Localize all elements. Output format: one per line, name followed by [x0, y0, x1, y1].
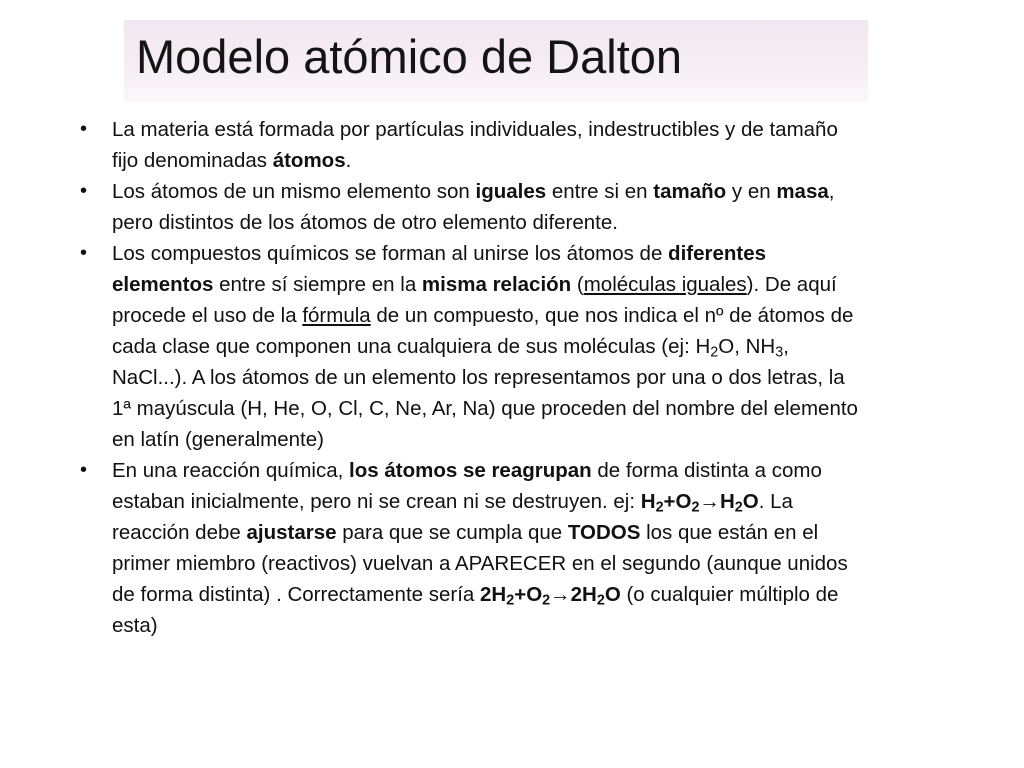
chemical-equation [640, 490, 759, 516]
bullet-marker: • [80, 180, 88, 202]
text-span: y en [726, 180, 777, 203]
bold-text: masa [776, 180, 829, 203]
subscript: 2 [596, 592, 605, 609]
text-span: entre sí siempre en la [213, 273, 422, 296]
bullet-marker: • [80, 118, 88, 140]
subscript: 2 [506, 592, 515, 609]
balanced-equation [480, 583, 621, 609]
bullet-item-4 [80, 455, 860, 641]
subscript: 2 [734, 499, 743, 516]
slide-title: Modelo atómico de Dalton [136, 30, 683, 83]
text-span: Los átomos de un mismo elemento son [112, 180, 476, 203]
text-span: ). De aquí procede el uso de la [112, 273, 837, 327]
bold-text: misma relación [421, 273, 572, 296]
text-span: En una reacción química, [112, 459, 350, 482]
bold-text: ajustarse [246, 521, 337, 544]
underlined-text: fórmula [302, 304, 371, 327]
bullet-item-3 [80, 238, 860, 455]
formula-part: +O [663, 490, 692, 513]
bold-text: diferentes elementos [112, 242, 767, 296]
bullet-marker: • [80, 242, 88, 264]
text-span: ( [571, 273, 584, 296]
bullet-item-2 [80, 176, 860, 238]
subscript: 2 [710, 344, 719, 361]
text-span: entre si en [546, 180, 654, 203]
text-span: . [345, 149, 352, 172]
formula-part: O [742, 490, 759, 513]
formula-part: O [604, 583, 621, 606]
text-span: de un compuesto, que nos indica el nº de átomos de cada clase que componen una cualquiera de sus moléculas (ej: H [112, 304, 854, 358]
formula-part: +O [514, 583, 543, 606]
bold-text: iguales [475, 180, 547, 203]
text-span: O, NH [718, 335, 776, 358]
bold-text: átomos [272, 149, 346, 172]
text-span: . La reacción debe [112, 490, 793, 544]
bold-text: los átomos se reagrupan [349, 459, 592, 482]
subscript: 2 [542, 592, 551, 609]
text-span: Los compuestos químicos se forman al unirse los átomos de [112, 242, 669, 265]
subscript: 2 [655, 499, 664, 516]
text-span: La materia está formada por partículas individuales, indestructibles y de tamaño fijo denominadas [112, 118, 838, 172]
text-span: (o cualquier múltiplo de esta) [112, 583, 839, 637]
subscript: 3 [775, 344, 784, 361]
bold-text: tamaño [653, 180, 727, 203]
text-span: para que se cumpla que [336, 521, 568, 544]
text-span: de forma distinta a como estaban inicialmente, pero ni se crean ni se destruyen. ej: [112, 459, 822, 513]
bullet-item-1 [80, 114, 860, 176]
bullet-list [80, 114, 860, 641]
bold-text: TODOS [567, 521, 641, 544]
bullet-marker: • [80, 459, 88, 481]
text-span: , pero distintos de los átomos de otro elemento diferente. [112, 180, 835, 234]
formula-part: H [640, 490, 656, 513]
formula-part: →2H [550, 583, 597, 606]
underlined-text: moléculas iguales [583, 273, 747, 296]
text-span: , NaCl...). A los átomos de un elemento los representamos por una o dos letras, la 1ª mayúscula (H, He, O, Cl, C, Ne, Ar, Na) que proceden del nombre del elemento en latín (generalmente) [112, 335, 858, 451]
subscript: 2 [691, 499, 700, 516]
formula-part: →H [699, 490, 735, 513]
text-span: los que están en el primer miembro (reactivos) vuelvan a APARECER en el segundo (aunque unidos de forma distinta) . Correctamente sería [112, 521, 848, 606]
formula-part: 2H [480, 583, 507, 606]
